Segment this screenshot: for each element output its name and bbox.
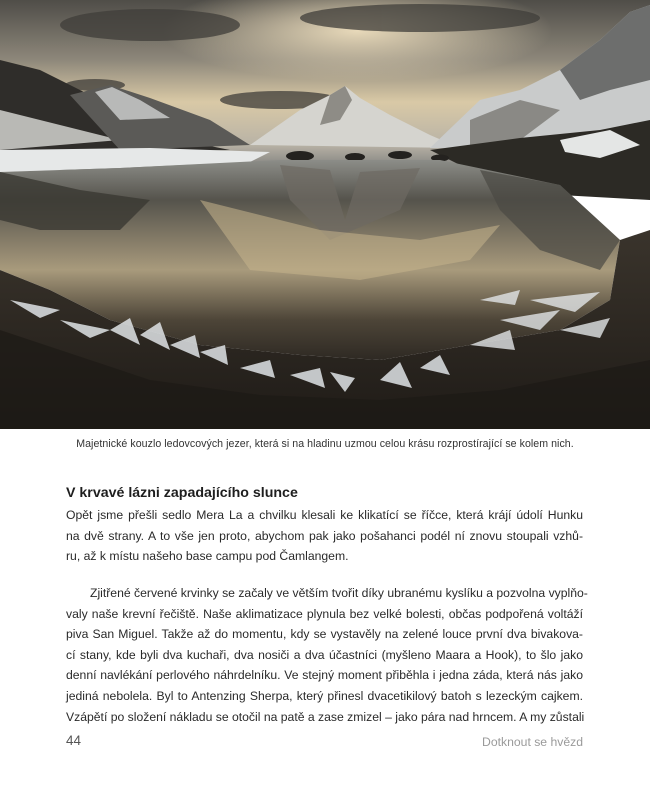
- text-line: ru, až k místu našeho base campu pod Čamlangem.: [66, 549, 349, 564]
- running-title: Dotknout se hvězd: [482, 735, 583, 749]
- photo-caption: Majetnické kouzlo ledovcových jezer, která si na hladinu uzmou celou krásu rozprostírající se kolem nich.: [76, 438, 574, 450]
- paragraph-2: [66, 583, 588, 727]
- text-line: jediná nebolela. Byl to Antenzing Sherpa, který přinesl dvacetikilový batoh s lezeckým cajkem.: [66, 688, 583, 703]
- text-line: denní navlékání perlového náhrdelníku. Ve stejný moment přiběhla i jedna záda, která nás jako: [66, 668, 583, 683]
- section-heading: V krvavé lázni zapadajícího slunce: [66, 485, 298, 501]
- text-line: na dvě strany. A to vše jen proto, abychom pak jako pošahanci podél ní znovu stoupali vzhů-: [66, 528, 583, 543]
- text-line: piva San Miguel. Takže až do momentu, kdy se vystavěly na zelené louce první dva bivakova-: [66, 627, 583, 642]
- text-line: valy naše krevní řečiště. Naše aklimatizace plynula bez velké bolesti, občas podpořená voltáží: [66, 606, 583, 621]
- text-line: Vzápětí po složení nákladu se otočil na patě a zase zmizel – jako pára nad hrncem. A my zůstali: [66, 709, 585, 724]
- text-line: cí stany, kde byli dva kuchaři, dva nosiči a dva účastníci (myšleno Maara a Hook), to šlo jako: [66, 647, 583, 662]
- text-line: Opět jsme přešli sedlo Mera La a chvilku klesali ke klikatící se říčce, která krájí údolí Hunku: [66, 508, 583, 522]
- paragraph-1: [66, 505, 583, 567]
- text-line: Zjitřené červené krvinky se začaly ve větším tvořit díky ubranému kyslíku a pozvolna vyplňo-: [90, 586, 588, 600]
- page-number: 44: [66, 733, 82, 748]
